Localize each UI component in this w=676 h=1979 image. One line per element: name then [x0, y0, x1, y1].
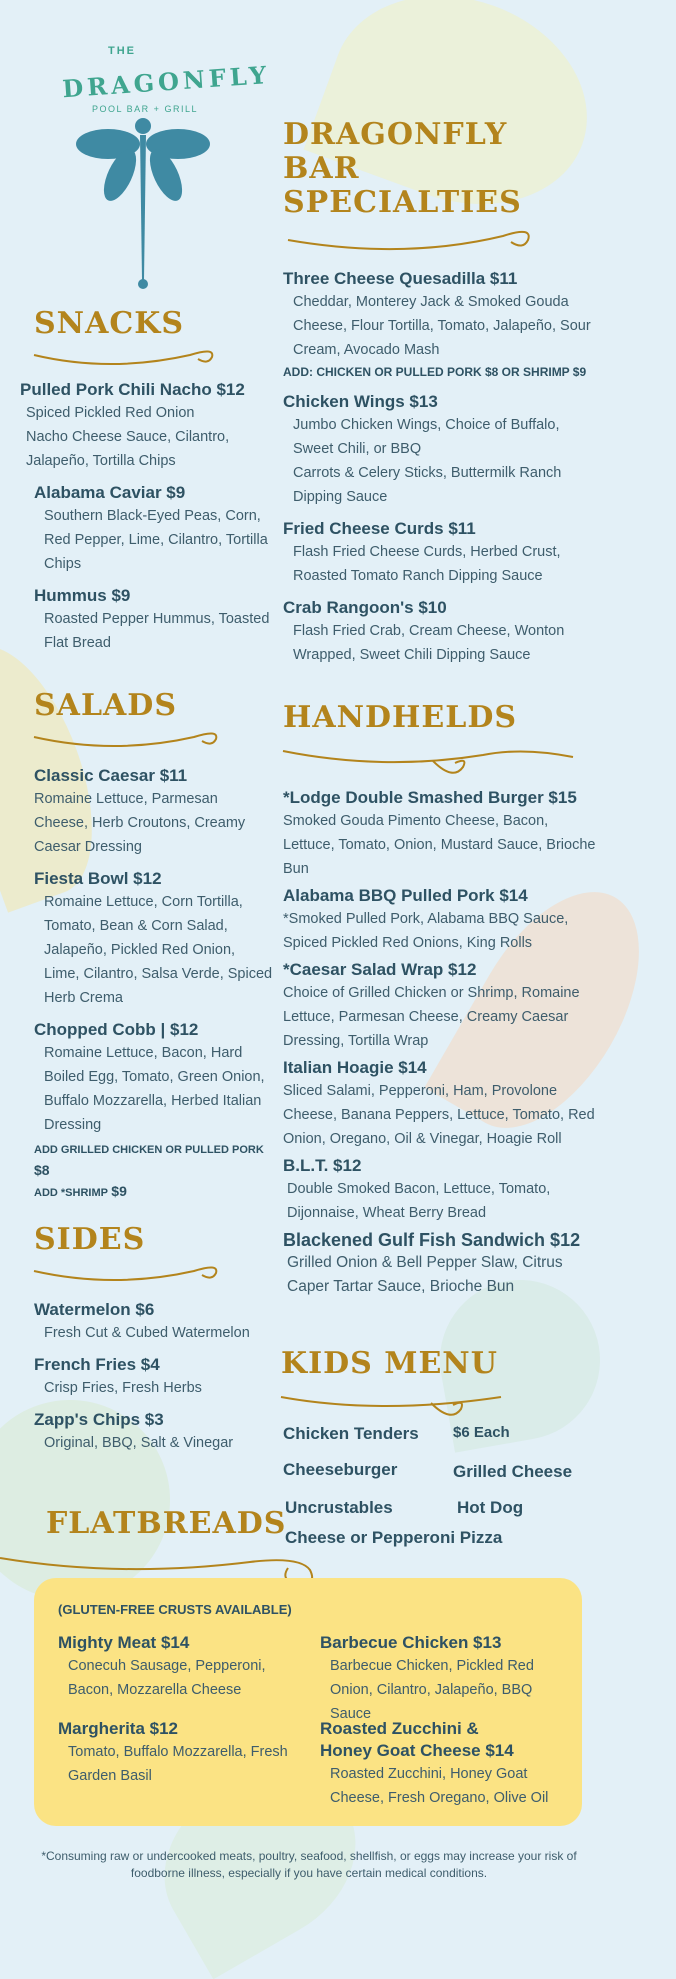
- kids-item: Grilled Cheese: [453, 1462, 573, 1481]
- item-desc: Spiced Pickled Red Onion Nacho Cheese Sauce, Cilantro, Jalapeño, Tortilla Chips: [26, 405, 230, 469]
- flourish-divider: [34, 1259, 244, 1289]
- kids-item: Uncrustables: [285, 1498, 393, 1517]
- item-desc: Flash Fried Crab, Cream Cheese, Wonton Wrapped, Sweet Chili Dipping Sauce: [293, 623, 565, 663]
- menu-item: [34, 1354, 274, 1400]
- menu-item: [58, 1718, 298, 1788]
- menu-item: [283, 885, 603, 955]
- menu-item: [20, 379, 275, 473]
- salad-addon: [34, 1139, 274, 1181]
- item-name: Italian Hoagie $14: [283, 1058, 427, 1077]
- item-desc: *Smoked Pulled Pork, Alabama BBQ Sauce, Spiced Pickled Red Onions, King Rolls: [283, 911, 569, 951]
- item-name: Three Cheese Quesadilla $11: [283, 269, 518, 288]
- snacks-title: SNACKS: [34, 306, 184, 341]
- handhelds-section: [283, 700, 603, 1308]
- flourish-divider: [283, 222, 543, 262]
- item-name: Roasted Zucchini & Honey Goat Cheese $14: [320, 1719, 514, 1760]
- item-desc: Smoked Gouda Pimento Cheese, Bacon, Lettuce, Tomato, Onion, Mustard Sauce, Brioche Bun: [283, 813, 596, 877]
- item-desc: Roasted Pepper Hummus, Toasted Flat Bread: [44, 611, 270, 651]
- menu-item: [283, 1057, 603, 1151]
- addon-price: $9: [111, 1183, 127, 1199]
- item-addon: ADD: CHICKEN OR PULLED PORK $8 OR SHRIMP $9: [283, 365, 587, 379]
- item-name: Alabama Caviar $9: [34, 483, 186, 502]
- sides-title: SIDES: [34, 1222, 146, 1257]
- item-name: Hummus $9: [34, 586, 131, 605]
- menu-item: [283, 787, 603, 881]
- item-name: Chicken Wings $13: [283, 392, 438, 411]
- item-desc: Grilled Onion & Bell Pepper Slaw, Citrus Caper Tartar Sauce, Brioche Bun: [287, 1254, 563, 1295]
- addon-price: $8: [34, 1162, 50, 1178]
- menu-item: [283, 391, 603, 509]
- item-name: Chopped Cobb | $12: [34, 1020, 199, 1039]
- item-desc: Conecuh Sausage, Pepperoni, Bacon, Mozzarella Cheese: [68, 1658, 266, 1698]
- flourish-divider: [281, 1383, 561, 1423]
- item-desc: Crisp Fries, Fresh Herbs: [44, 1380, 202, 1396]
- specialties-title: DRAGONFLY BAR SPECIALTIES: [283, 117, 522, 220]
- item-desc: Romaine Lettuce, Parmesan Cheese, Herb Croutons, Creamy Caesar Dressing: [34, 791, 246, 855]
- menu-item: [34, 1409, 274, 1455]
- flourish-divider: [283, 737, 583, 781]
- menu-item: [34, 1299, 274, 1345]
- item-name: Fried Cheese Curds $11: [283, 519, 476, 538]
- item-desc: Romaine Lettuce, Bacon, Hard Boiled Egg, Tomato, Green Onion, Buffalo Mozzarella, Herbed Italian Dressing: [44, 1045, 265, 1133]
- item-name: Margherita $12: [58, 1719, 178, 1738]
- kids-price: $6 Each: [453, 1424, 510, 1441]
- dragonfly-body: [140, 135, 146, 280]
- dragonfly-logo: [40, 40, 272, 300]
- item-name: Crab Rangoon's $10: [283, 598, 447, 617]
- menu-item: [320, 1632, 570, 1726]
- kids-item: Cheese or Pepperoni Pizza: [285, 1528, 503, 1547]
- kids-item: Hot Dog: [457, 1498, 524, 1517]
- menu-item: [283, 268, 603, 382]
- flatbreads-title: FLATBREADS: [46, 1506, 287, 1541]
- item-desc: Barbecue Chicken, Pickled Red Onion, Cilantro, Jalapeño, BBQ Sauce: [330, 1658, 534, 1722]
- item-desc: Choice of Grilled Chicken or Shrimp, Romaine Lettuce, Parmesan Cheese, Creamy Caesar Dressing, Tortilla Wrap: [283, 985, 580, 1049]
- kids-item: Cheeseburger: [283, 1460, 398, 1479]
- dragonfly-head: [135, 118, 151, 134]
- salads-section: [34, 688, 274, 1203]
- item-name: *Lodge Double Smashed Burger $15: [283, 788, 577, 807]
- menu-item: [34, 765, 274, 859]
- dragonfly-tail-tip: [138, 279, 148, 289]
- gluten-free-note: (GLUTEN-FREE CRUSTS AVAILABLE): [58, 1602, 292, 1617]
- item-desc: Roasted Zucchini, Honey Goat Cheese, Fresh Oregano, Olive Oil: [330, 1766, 549, 1806]
- item-desc: Cheddar, Monterey Jack & Smoked Gouda Cheese, Flour Tortilla, Tomato, Jalapeño, Sour Cream, Avocado Mash: [293, 294, 591, 358]
- item-name: French Fries $4: [34, 1355, 160, 1374]
- kids-section: [281, 1346, 601, 1556]
- item-name: *Caesar Salad Wrap $12: [283, 960, 477, 979]
- menu-item: [283, 518, 603, 588]
- menu-item: [283, 597, 603, 667]
- item-desc: Double Smoked Bacon, Lettuce, Tomato, Dijonnaise, Wheat Berry Bread: [287, 1181, 551, 1221]
- item-desc: Tomato, Buffalo Mozzarella, Fresh Garden Basil: [68, 1744, 288, 1784]
- menu-item: [34, 1019, 274, 1137]
- item-desc: Southern Black-Eyed Peas, Corn, Red Pepper, Lime, Cilantro, Tortilla Chips: [44, 508, 268, 572]
- menu-item: [20, 585, 275, 655]
- item-desc: Original, BBQ, Salt & Vinegar: [44, 1435, 234, 1451]
- menu-item: [58, 1632, 298, 1702]
- item-name: Barbecue Chicken $13: [320, 1633, 502, 1652]
- item-desc: Romaine Lettuce, Corn Tortilla, Tomato, Bean & Corn Salad, Jalapeño, Pickled Red Onion, Lime, Cilantro, Salsa Verde, Spiced Herb Crema: [44, 894, 273, 1006]
- item-desc: Flash Fried Cheese Curds, Herbed Crust, Roasted Tomato Ranch Dipping Sauce: [293, 544, 561, 584]
- item-name: Mighty Meat $14: [58, 1633, 190, 1652]
- item-name: Zapp's Chips $3: [34, 1410, 164, 1429]
- menu-item: [20, 482, 275, 576]
- logo: [40, 40, 272, 300]
- footnote: *Consuming raw or undercooked meats, poultry, seafood, shellfish, or eggs may increase your risk of foodborne illness, especially if you have certain medical conditions.: [41, 1849, 577, 1880]
- handhelds-title: HANDHELDS: [283, 700, 518, 735]
- item-name: Watermelon $6: [34, 1300, 155, 1319]
- flourish-divider: [20, 343, 240, 373]
- kids-title: KIDS MENU: [281, 1346, 498, 1381]
- kids-item: Chicken Tenders: [283, 1424, 419, 1443]
- menu-item: [283, 1229, 603, 1299]
- item-name: Pulled Pork Chili Nacho $12: [20, 380, 245, 399]
- flatbreads-panel: [34, 1578, 582, 1826]
- menu-item: [283, 959, 603, 1053]
- salads-title: SALADS: [34, 688, 177, 723]
- item-desc: Sliced Salami, Pepperoni, Ham, Provolone Cheese, Banana Peppers, Lettuce, Tomato, Red Onion, Oregano, Oil & Vinegar, Hoagie Roll: [283, 1083, 595, 1147]
- addon-text: ADD *SHRIMP: [34, 1187, 108, 1199]
- item-name: Alabama BBQ Pulled Pork $14: [283, 886, 528, 905]
- sides-section: [34, 1222, 274, 1464]
- menu-item: [320, 1718, 549, 1810]
- item-desc: Jumbo Chicken Wings, Choice of Buffalo, Sweet Chili, or BBQ Carrots & Celery Sticks, Buttermilk Ranch Dipping Sauce: [293, 417, 562, 505]
- item-name: Classic Caesar $11: [34, 766, 188, 785]
- flourish-divider: [34, 725, 244, 755]
- menu-item: [34, 868, 274, 1010]
- item-name: Fiesta Bowl $12: [34, 869, 162, 888]
- logo-name: DRAGONFLY: [61, 59, 272, 104]
- item-name: Blackened Gulf Fish Sandwich $12: [283, 1230, 581, 1250]
- specialties-section: [283, 118, 603, 676]
- salad-addon: [34, 1181, 274, 1203]
- logo-the: THE: [108, 45, 136, 57]
- logo-tagline: POOL BAR + GRILL: [92, 104, 198, 114]
- item-desc: Fresh Cut & Cubed Watermelon: [44, 1325, 250, 1341]
- addon-text: ADD GRILLED CHICKEN OR PULLED PORK: [34, 1144, 264, 1156]
- item-name: B.L.T. $12: [283, 1156, 362, 1175]
- snacks-section: [20, 306, 275, 664]
- menu-item: [283, 1155, 603, 1225]
